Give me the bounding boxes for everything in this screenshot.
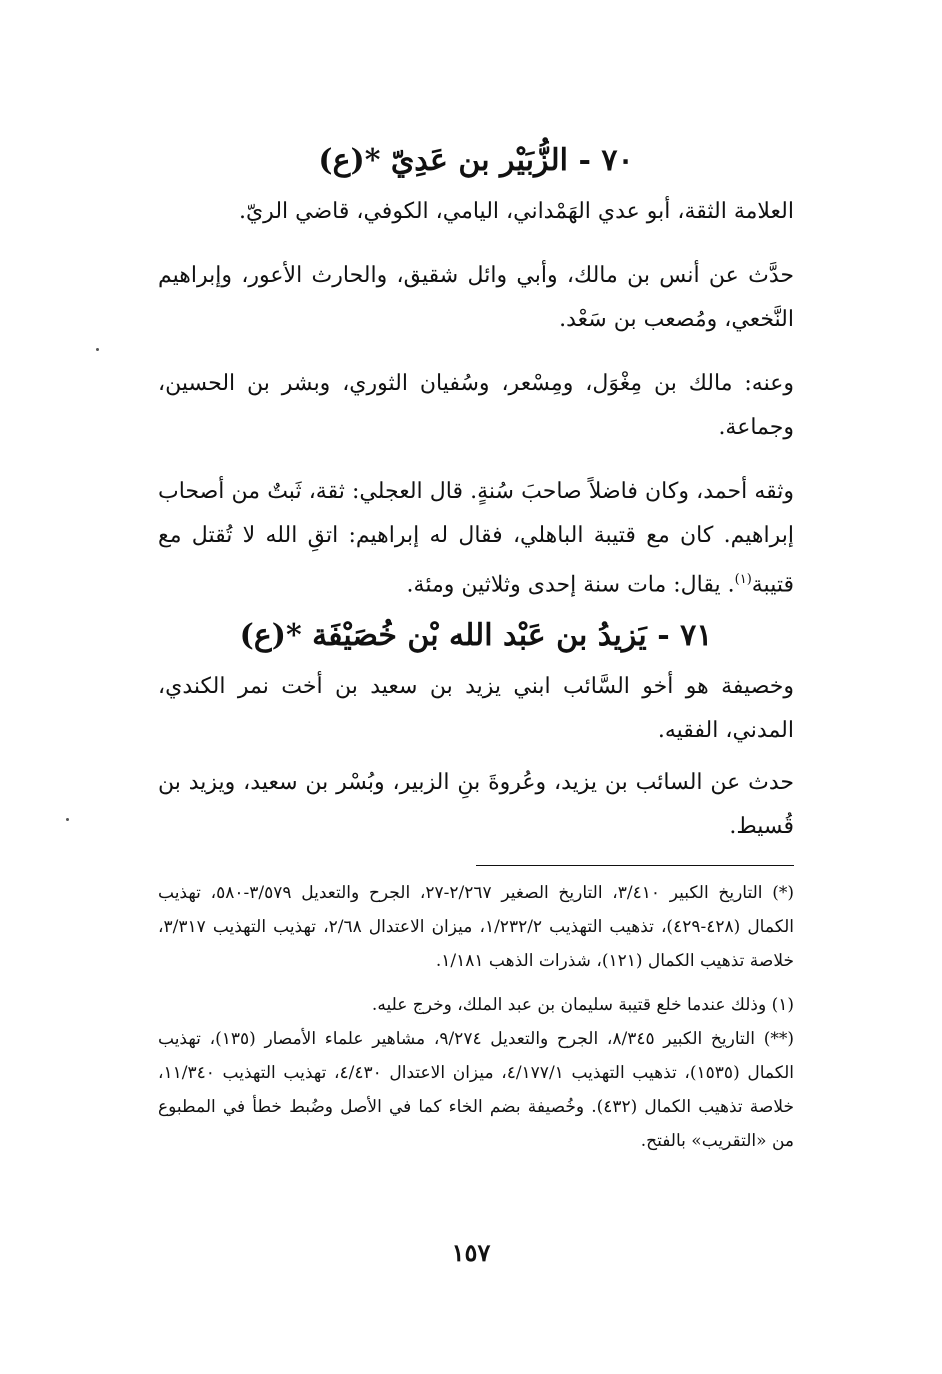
- scan-speck: [96, 348, 99, 351]
- entry-70: [158, 140, 794, 607]
- footnote-divider: [476, 865, 794, 866]
- entry-71: [158, 615, 794, 849]
- death-text: يقال: مات سنة إحدى وثلاثين ومئة.: [406, 572, 721, 598]
- entry-description: وخصيفة هو أخو السَّائب ابني يزيد بن سعيد بن أخت نمر الكندي، المدني، الفقيه.: [158, 674, 794, 744]
- entry-description: العلامة الثقة، أبو عدي الهَمْداني، اليامي، الكوفي، قاضي الريّ.: [238, 199, 794, 224]
- entry-title: ٧١ - يَزيدُ بن عَبْد الله بْن خُصَيْفَة *(ع): [239, 618, 713, 654]
- assessment-text: وثقه أحمد، وكان فاضلاً صاحبَ سُنةٍ. قال العجلي: ثقة، ثَبتٌ من أصحاب إبراهيم. كان مع قتيبة الباهلي، فقال له إبراهيم: اتقِ الله لا تُقتل مع قتيبة: [158, 479, 794, 598]
- entry-title: ٧٠ - الزُّبَيْر بن عَدِيّ *(ع): [318, 143, 634, 178]
- footnote-ref: (١): [734, 572, 752, 587]
- entry-teachers: حدث عن السائب بن يزيد، وعُروةَ بنِ الزبير، وبُسْر بن سعيد، ويزيد بن قُسيط.: [158, 770, 794, 840]
- footnotes: [158, 876, 794, 1158]
- footnote: (١) وذلك عندما خلع قتيبة سليمان بن عبد الملك، وخرج عليه.: [371, 995, 794, 1016]
- page-content: [158, 140, 794, 1158]
- footnote: (*) التاريخ الكبير ٣/٤١٠، التاريخ الصغير ٢/٢٦٧-٢٧، الجرح والتعديل ٣/٥٧٩-٥٨٠، تهذيب الكمال (٤٢٨-٤٢٩)، تذهيب التهذيب ١/٢٣٢/٢، ميزان الاعتدال ٢/٦٨، تهذيب التهذيب ٣/٣١٧، خلاصة تذهيب الكمال (١٢١)، شذرات الذهب ١/١٨١.: [158, 883, 794, 972]
- entry-students: وعنه: مالك بن مِغْوَل، ومِسْعر، وسُفيان الثوري، وبشر بن الحسين، وجماعة.: [158, 371, 794, 440]
- entry-assessment: وثقه أحمد، وكان فاضلاً صاحبَ سُنةٍ. قال العجلي: ثقة، ثَبتٌ من أصحاب إبراهيم. كان مع قتيبة الباهلي، فقال له إبراهيم: اتقِ الله لا تُقتل مع قتيبة$^{(١)}$. يقال: مات سنة إحدى وثلاثين ومئة.: [158, 479, 794, 598]
- scan-speck: [66, 818, 69, 821]
- page-number: ١٥٧: [451, 1238, 491, 1267]
- entry-teachers: حدَّث عن أنس بن مالك، وأبي وائل شقيق، والحارث الأعور، وإبراهيم النَّخعي، ومُصعب بن سَعْد.: [158, 263, 794, 332]
- footnote: (**) التاريخ الكبير ٨/٣٤٥، الجرح والتعديل ٩/٢٧٤، مشاهير علماء الأمصار (١٣٥)، تهذيب الكمال (١٥٣٥)، تذهيب التهذيب ٤/١٧٧/١، ميزان الاعتدال ٤/٤٣٠، تهذيب التهذيب ١١/٣٤٠، خلاصة تذهيب الكمال (٤٣٢). وخُصيفة بضم الخاء كما في الأصل وضُبط خطأ في المطبوع من «التقريب» بالفتح.: [158, 1029, 794, 1152]
